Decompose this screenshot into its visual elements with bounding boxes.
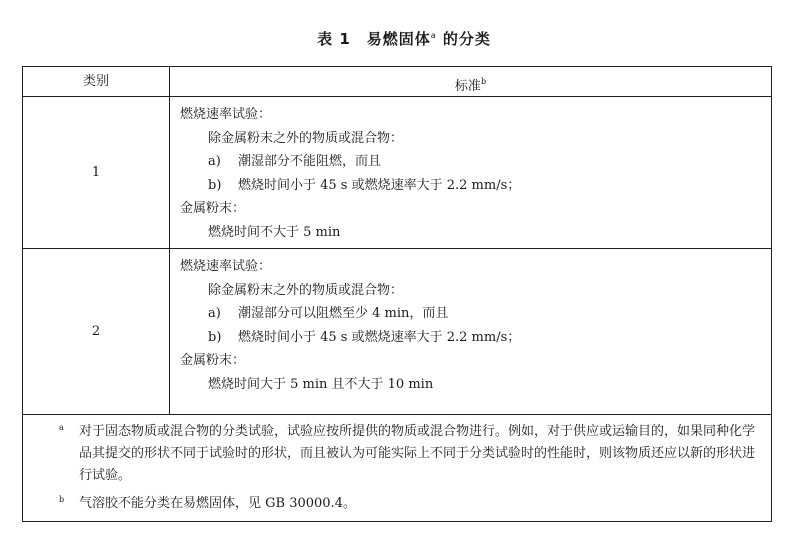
footnote-text: 对于固态物质或混合物的分类试验，试验应按所提供的物质或混合物进行。例如，对于供应或运输目的，如果同种化学品其提交的形状不同于试验时的形状，而且被认为可能实际上不同于分类试验时的性能时，则该物质还应以新的形状进行试验。 [79,424,756,483]
item-text: 潮湿部分可以阻燃至少 4 min，而且 [238,306,449,321]
footnote-mark: a [59,423,64,432]
header-category: 类别 [23,67,170,97]
header-criteria-label: 标准 [454,79,481,94]
criteria-item [170,174,771,198]
criteria-line: 燃烧速率试验： [180,107,272,122]
item-label: b) [208,177,222,193]
table-header-row [23,67,771,97]
item-label: b) [208,329,222,345]
criteria-line: 燃烧时间不大于 5 min [208,224,341,240]
criteria-line: 除金属粉末之外的物质或混合物： [208,130,404,146]
criteria-line: 金属粉末： [180,353,246,368]
criteria-cell [170,255,771,396]
footnote [23,421,771,487]
criteria-item [170,302,771,326]
table-footnotes [23,415,771,515]
item-label: a) [208,154,221,169]
category-cell: 2 [23,249,170,414]
criteria-cell [170,103,771,244]
table-title-suffix: 的分类 [436,30,491,48]
criteria-item [170,326,771,350]
table-title-prefix: 表 1 易燃固体 [317,30,431,48]
criteria-line: 燃烧时间大于 5 min 且不大于 10 min [208,376,434,392]
item-text: 潮湿部分不能阻燃，而且 [238,154,382,169]
table-row [23,249,771,415]
footnote-mark: b [59,495,65,504]
criteria-item [170,150,771,174]
header-criteria [170,67,771,97]
item-text: 燃烧时间小于 45 s 或燃烧速率大于 2.2 mm/s； [238,329,521,345]
criteria-line: 除金属粉末之外的物质或混合物： [208,282,404,298]
criteria-line: 金属粉末： [180,201,246,216]
header-footnote-mark: b [480,77,487,86]
criteria-line: 燃烧速率试验： [180,259,272,274]
table-row [23,97,771,249]
category-cell: 1 [23,97,170,248]
title-footnote-mark: a [430,31,437,40]
footnote-text: 气溶胶不能分类在易燃固体，见 GB 30000.4。 [79,496,356,511]
classification-table [22,66,772,522]
footnote [23,493,771,515]
item-label: a) [208,306,221,321]
item-text: 燃烧时间小于 45 s 或燃烧速率大于 2.2 mm/s； [238,177,521,193]
table-title [0,28,808,49]
